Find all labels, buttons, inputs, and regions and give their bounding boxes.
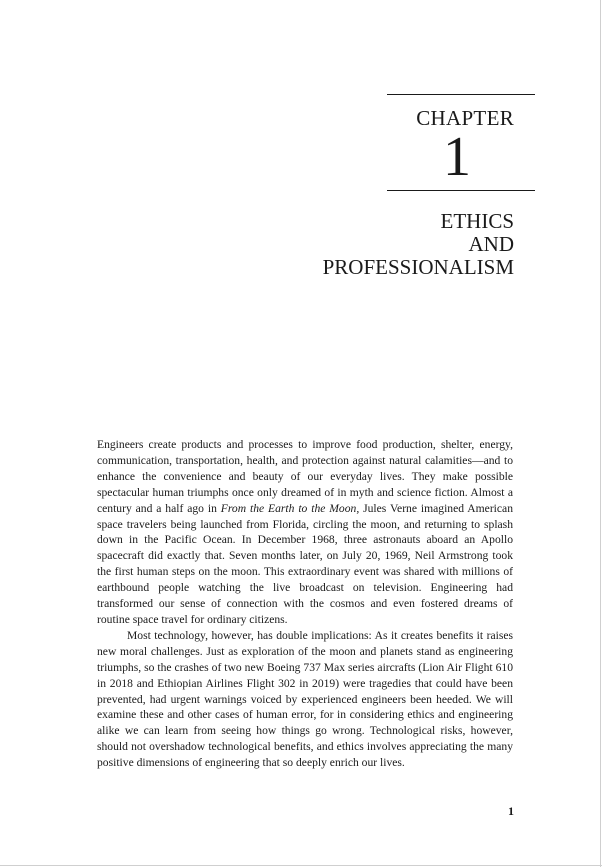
page-edge-bottom	[0, 865, 602, 866]
paragraph-1	[97, 437, 513, 628]
paragraph-2: Most technology, however, has double implications: As it creates benefits it raises new moral challenges. Just as exploration of the moon and planets stand as engineering triumphs, so the crashes of two new Boeing 737 Max series aircrafts (Lion Air Flight 610 in 2018 and Ethiopian Airlines Flight 302 in 2019) were tragedies that could have been prevented, had urgent warnings voiced by experienced engineers been heeded. We will examine these and other cases of human error, for in considering ethics and engineering alike we can learn from seeing how things go wrong. Technological risks, however, should not overshadow technological benefits, and ethics involves appreciating the many positive dimensions of engineering that so deeply enrich our lives.	[97, 628, 513, 770]
chapter-title-line-2: AND	[468, 232, 514, 256]
chapter-number: 1	[443, 126, 471, 188]
paragraph-1-text-a: Engineers create products and processes to improve food production, shelter, energy, communication, transportation, health, and protection against natural calamities—and to enhance the convenience and beauty of our everyday lives. They make possible spectacular human triumphs once only dreamed of in myth and science fiction. Almost a century and a half ago in	[97, 438, 513, 515]
chapter-label: CHAPTER	[416, 106, 514, 130]
body-text	[97, 437, 513, 771]
page-edge-right	[600, 0, 601, 867]
chapter-rule-bottom	[387, 190, 535, 191]
chapter-rule-top	[387, 94, 535, 95]
chapter-title-line-1: ETHICS	[440, 209, 514, 233]
chapter-title-line-3: PROFESSIONALISM	[322, 255, 514, 279]
page-number: 1	[508, 804, 514, 818]
chapter-title	[280, 210, 514, 279]
paragraph-1-text-b: Jules Verne imagined American space travelers being launched from Florida, circling the moon, and returning to splash down in the Pacific Ocean. In December 1968, three astronauts aboard an Apollo spacecraft did exactly that. Seven months later, on July 20, 1969, Neil Armstrong took the first human steps on the moon. This extraordinary event was shared with millions of earthbound people watching the live broadcast on television. Engineering had transformed our sense of connection with the cosmos and even fostered dreams of routine space travel for ordinary citizens.	[97, 501, 513, 626]
book-title-italic: From the Earth to the Moon,	[220, 501, 360, 515]
